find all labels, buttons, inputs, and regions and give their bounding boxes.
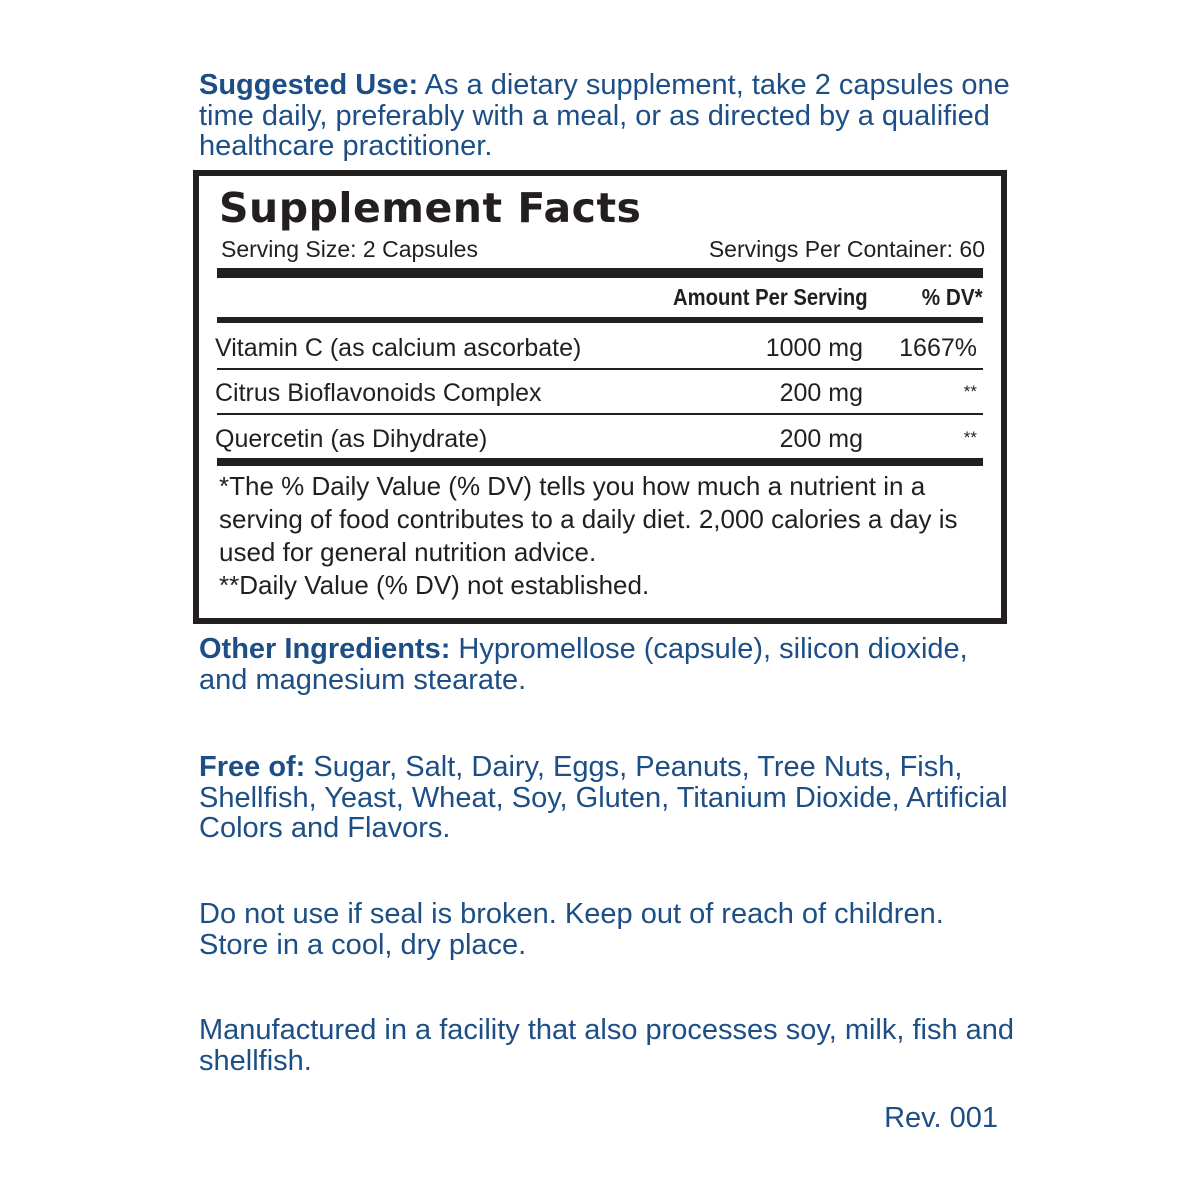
- nutrient-amount: 200 mg: [779, 379, 863, 407]
- nutrient-name: Quercetin (as Dihydrate): [215, 425, 488, 453]
- footnote-not-established: **Daily Value (% DV) not established.: [219, 570, 650, 600]
- suggested-use-label: Suggested Use:: [199, 69, 419, 101]
- serving-size: Serving Size: 2 Capsules: [221, 236, 478, 262]
- manufactured-text: Manufactured in a facility that also processes soy, milk, fish and shellfish.: [199, 1014, 1015, 1077]
- free-of: [199, 752, 1019, 844]
- nutrient-amount: 1000 mg: [765, 334, 863, 362]
- footnote-daily-value: *The % Daily Value (% DV) tells you how much a nutrient in a serving of food contributes to a daily diet. 2,000 calories a day is used for general nutrition advice.: [219, 471, 958, 567]
- medium-divider: [217, 317, 983, 323]
- nutrient-amount: 200 mg: [779, 425, 863, 453]
- nutrient-dv: **: [963, 382, 977, 401]
- facts-footnote: [219, 470, 989, 602]
- free-of-label: Free of:: [199, 751, 306, 783]
- header-amount-per-serving: Amount Per Serving: [673, 284, 868, 310]
- other-ingredients-text: Hypromellose (capsule), silicon dioxide, and magnesium stearate.: [199, 633, 968, 696]
- suggested-use-text: As a dietary supplement, take 2 capsules one time daily, preferably with a meal, or as directed by a qualified healthcare practitioner.: [199, 69, 1010, 162]
- facts-title: Supplement Facts: [219, 184, 642, 232]
- warning-text: Do not use if seal is broken. Keep out of reach of children. Store in a cool, dry place.: [199, 898, 944, 961]
- free-of-text: Sugar, Salt, Dairy, Eggs, Peanuts, Tree Nuts, Fish, Shellfish, Yeast, Wheat, Soy, Gluten, Titanium Dioxide, Artificial Colors and Flavors.: [199, 751, 1008, 844]
- row-divider: [217, 368, 983, 370]
- revision-label: Rev. 001: [884, 1102, 998, 1134]
- row-divider: [217, 413, 983, 415]
- nutrient-name: Vitamin C (as calcium ascorbate): [215, 334, 582, 362]
- other-ingredients-label: Other Ingredients:: [199, 633, 451, 665]
- other-ingredients: [199, 634, 1019, 695]
- nutrient-name: Citrus Bioflavonoids Complex: [215, 379, 542, 407]
- nutrient-dv: 1667%: [899, 334, 977, 362]
- header-daily-value: % DV*: [922, 284, 983, 310]
- thick-divider: [217, 268, 983, 278]
- nutrient-dv: **: [963, 428, 977, 447]
- suggested-use: [199, 70, 1019, 162]
- thick-divider: [217, 458, 983, 466]
- servings-per-container: Servings Per Container: 60: [708, 236, 985, 262]
- supplement-facts-panel: [193, 170, 1007, 624]
